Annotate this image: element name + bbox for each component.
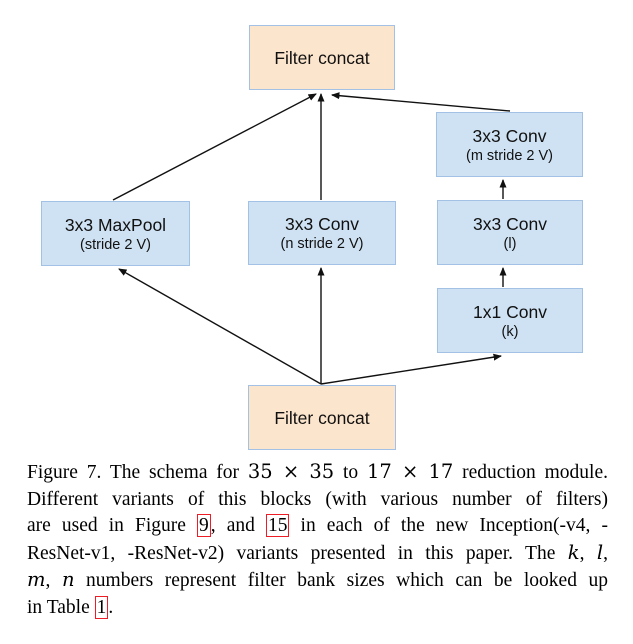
node-label: 1x1 Conv <box>473 301 547 322</box>
reference-link[interactable]: 9 <box>198 515 209 536</box>
arrow-concat-bottom-to-maxpool <box>119 269 321 384</box>
caption-text: n <box>61 568 75 591</box>
arrow-maxpool-to-concat-top <box>113 94 316 200</box>
node-label: 3x3 Conv <box>285 214 359 234</box>
caption-line <box>27 513 608 540</box>
reference-link[interactable]: 15 <box>267 515 288 536</box>
node-conv-3x3-m <box>436 112 583 177</box>
caption-text: in Table <box>27 596 95 618</box>
node-sublabel: (k) <box>501 323 519 340</box>
caption-text: , <box>603 542 608 564</box>
caption-text: , <box>579 542 597 564</box>
node-sublabel: (l) <box>503 235 517 252</box>
node-label: 3x3 MaxPool <box>64 214 167 235</box>
caption-line <box>27 595 608 622</box>
node-label: 3x3 Conv <box>473 213 547 234</box>
reference-link[interactable]: 1 <box>96 596 107 618</box>
caption-text: k <box>567 540 580 564</box>
node-conv-1x1-k <box>437 288 583 353</box>
node-conv-3x3-l <box>437 200 583 265</box>
arrow-conv-m-to-concat-top <box>332 95 510 111</box>
arrow-concat-bottom-to-conv-k <box>321 356 501 384</box>
caption-text: , and <box>210 515 266 536</box>
node-sublabel: (n stride 2 V) <box>280 236 364 252</box>
node-label: 3x3 Conv <box>472 125 547 146</box>
figure-caption <box>27 459 608 621</box>
node-filter-concat-bottom <box>248 385 396 450</box>
caption-text: 17 × 17 <box>367 460 454 483</box>
caption-text: numbers represent filter bank sizes which can be looked up <box>74 570 609 591</box>
node-label: Filter concat <box>274 47 370 68</box>
node-sublabel: (stride 2 V) <box>80 236 151 253</box>
node-conv-3x3-n <box>248 201 396 265</box>
caption-text: reduction module. <box>453 462 608 483</box>
caption-text: ResNet-v1, -ResNet-v2) variants presented in this paper. The <box>27 542 568 564</box>
node-filter-concat-top <box>249 25 395 90</box>
node-sublabel: (m stride 2 V) <box>465 147 553 164</box>
node-label: Filter concat <box>274 407 370 428</box>
caption-text: m <box>27 568 46 591</box>
caption-text: 35 × 35 <box>247 460 335 483</box>
caption-line <box>27 567 608 595</box>
caption-text: Figure 7. The schema for <box>27 462 248 483</box>
caption-line <box>27 487 608 514</box>
caption-text: , <box>45 570 62 591</box>
caption-line <box>27 540 608 568</box>
caption-text: l <box>596 540 604 564</box>
caption-text: in each of the new Inception(-v4, - <box>289 515 608 536</box>
caption-text: are used in Figure <box>27 515 197 536</box>
caption-text: to <box>334 462 368 483</box>
caption-text: Different variants of this blocks (with various number of filters) <box>27 488 608 510</box>
caption-line <box>27 459 608 487</box>
caption-text: . <box>108 596 114 618</box>
node-maxpool-3x3 <box>41 201 190 266</box>
